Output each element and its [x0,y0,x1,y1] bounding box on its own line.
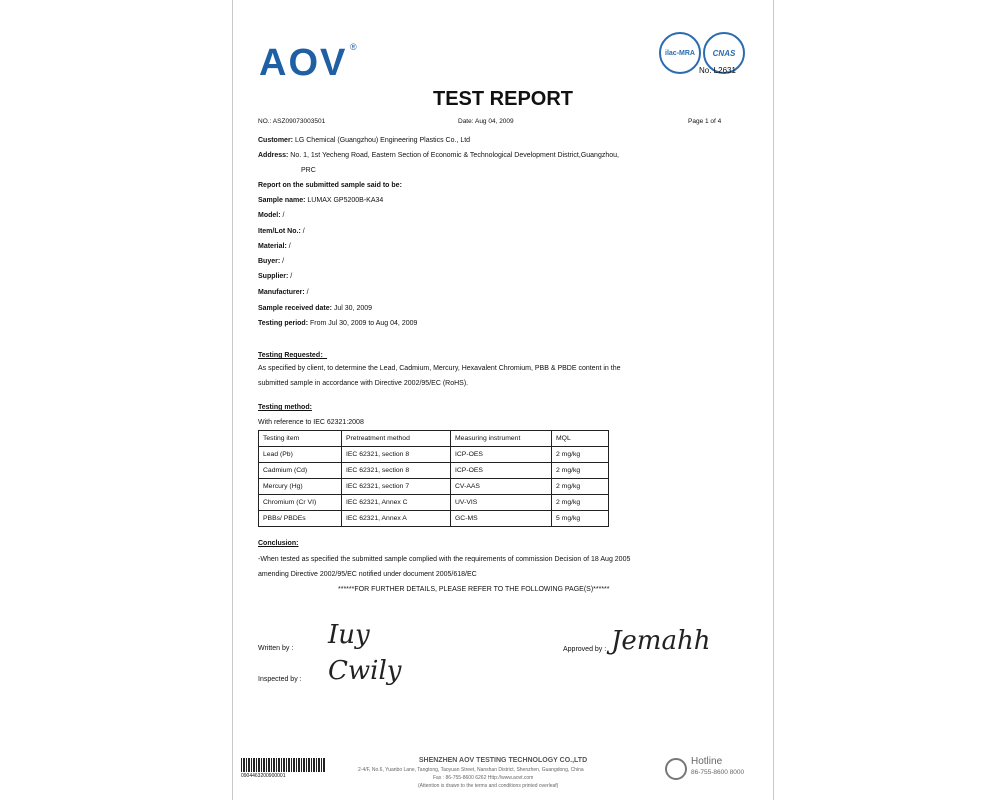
table-header-row [259,431,609,447]
col-instrument: Measuring instrument [451,431,552,447]
cell: Cadmium (Cd) [259,463,342,479]
cell: IEC 62321, section 7 [342,479,451,495]
hotline-icon [665,758,687,780]
cell: Mercury (Hg) [259,479,342,495]
info-address: Address: No. 1, 1st Yecheng Road, Eastern Section of Economic & Technological Development District,Guangzhou, [258,152,619,159]
table-row [259,511,609,527]
info-supplier: Supplier: / [258,273,293,280]
conclusion-heading: Conclusion: [258,540,299,547]
info-received-date: Sample received date: Jul 30, 2009 [258,305,373,312]
lab-number: No. L2631 [699,66,736,75]
footer-address: 2-4/F, No.6, Yuanbo Lane, Tangtong, Taoyuan Street, Nanshan District, Shenzhen, Guangdong, China [358,767,584,773]
further-details-note: ******FOR FURTHER DETAILS, PLEASE REFER TO THE FOLLOWING PAGE(S)****** [338,586,610,593]
registered-mark: ® [350,42,357,52]
testing-requested-line1: As specified by client, to determine the Lead, Cadmium, Mercury, Hexavalent Chromium, PBB & PBDE content in the [258,365,621,372]
testing-method-heading: Testing method: [258,404,312,411]
hotline-number: 86-755-8600 8000 [691,769,745,776]
approved-by-label: Approved by : [563,646,607,653]
col-testing-item: Testing item [259,431,342,447]
info-customer: Customer: LG Chemical (Guangzhou) Engineering Plastics Co., Ltd [258,137,471,144]
cell: CV-AAS [451,479,552,495]
hotline-label: Hotline [691,756,723,767]
written-by-label: Written by : [258,645,294,652]
cell: ICP-OES [451,447,552,463]
cell: IEC 62321, section 8 [342,447,451,463]
report-number: NO.: ASZ09073003501 [258,118,326,125]
testing-method-table [258,430,609,527]
cell: 2 mg/kg [552,479,609,495]
info-address-cont: PRC [301,167,316,174]
table-row [259,447,609,463]
info-lot: Item/Lot No.: / [258,228,305,235]
info-testing-period: Testing period: From Jul 30, 2009 to Aug 04, 2009 [258,320,418,327]
cell: 2 mg/kg [552,495,609,511]
info-model: Model: / [258,212,285,219]
info-buyer: Buyer: / [258,258,285,265]
table-row [259,495,609,511]
info-sample-heading: Report on the submitted sample said to be: [258,182,402,189]
info-sample-name: Sample name: LUMAX GP5200B-KA34 [258,197,384,204]
inspected-by-signature: Cwily [328,656,402,686]
cell: GC-MS [451,511,552,527]
conclusion-line2: amending Directive 2002/95/EC notified under document 2005/618/EC [258,571,477,578]
cell: IEC 62321, Annex A [342,511,451,527]
cell: UV-VIS [451,495,552,511]
approved-by-signature: Jemahh [611,626,711,656]
cell: IEC 62321, section 8 [342,463,451,479]
footer-company: SHENZHEN AOV TESTING TECHNOLOGY CO.,LTD [418,757,588,764]
info-manufacturer: Manufacturer: / [258,289,309,296]
cell: Lead (Pb) [259,447,342,463]
testing-requested-line2: submitted sample in accordance with Directive 2002/95/EC (RoHS). [258,380,469,387]
ilac-mra-seal: ilac-MRA [659,32,701,74]
cell: IEC 62321, Annex C [342,495,451,511]
footer-fax: Fax : 86-755-8600 6262 Http://www.aovt.com [433,775,534,781]
col-pretreatment: Pretreatment method [342,431,451,447]
table-row [259,479,609,495]
footer-attention: (Attention is drawn to the terms and conditions printed overleaf) [418,783,559,789]
testing-method-reference: With reference to IEC 62321:2008 [258,419,364,426]
info-material: Material: / [258,243,291,250]
conclusion-line1: -When tested as specified the submitted sample complied with the requirements of commission Decision of 18 Aug 2005 [258,556,631,563]
cell: 5 mg/kg [552,511,609,527]
report-date: Date: Aug 04, 2009 [458,118,514,125]
barcode-number: 0904463200900001 [241,773,286,779]
cell: 2 mg/kg [552,463,609,479]
aov-logo: AOV [259,42,348,84]
col-mql: MQL [552,431,609,447]
cnas-seal: CNAS [703,32,745,74]
cell: ICP-OES [451,463,552,479]
testing-requested-heading: Testing Requested： [258,352,328,359]
report-page [232,0,774,800]
cell: Chromium (Cr VI) [259,495,342,511]
cell: PBBs/ PBDEs [259,511,342,527]
table-row [259,463,609,479]
inspected-by-label: Inspected by : [258,676,302,683]
page-number: Page 1 of 4 [688,118,722,125]
written-by-signature: Iuy [328,620,370,650]
report-title: TEST REPORT [432,88,573,110]
cell: 2 mg/kg [552,447,609,463]
